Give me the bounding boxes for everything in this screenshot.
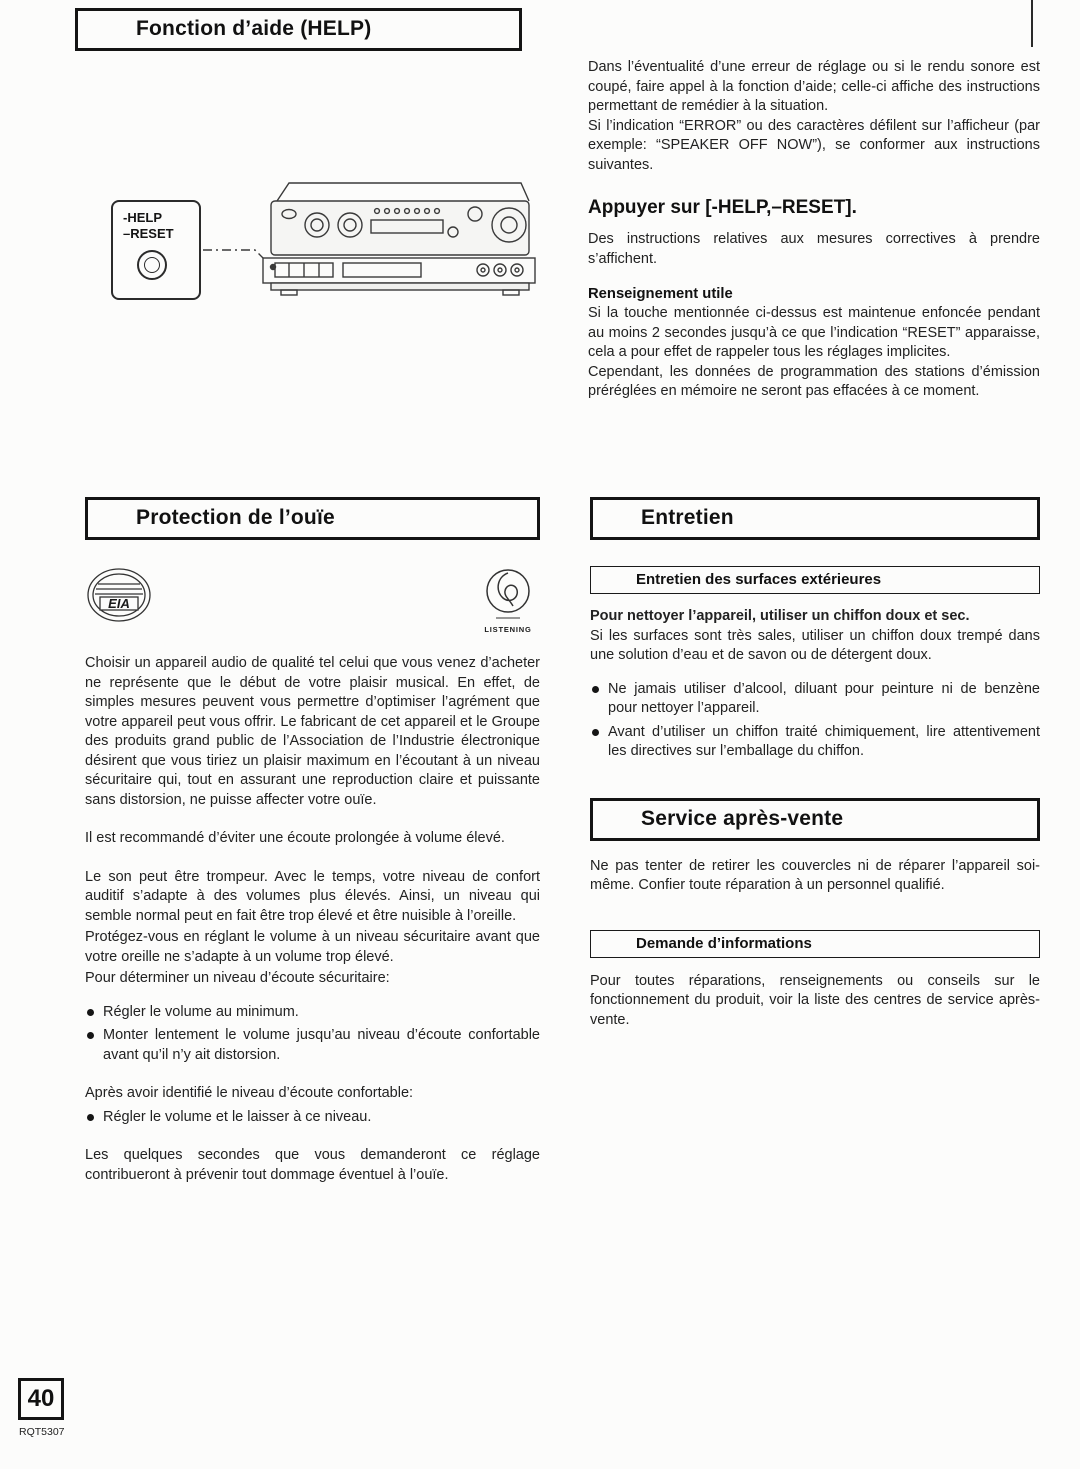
list-item — [590, 680, 1040, 719]
service-text: Ne pas tenter de retirer les couvercles ni de réparer l’appareil soi-même. Confier toute réparation à un personnel qualifié. — [590, 857, 1040, 893]
page-number: 40 — [27, 1385, 55, 1412]
maintenance-bullets — [590, 680, 1040, 762]
hearing-p3: Le son peut être trompeur. Avec le temps, votre niveau de confort auditif s’adapte à des volumes plus élevés. Ainsi, un niveau qui semble normal peut en fait être trop élevé et être nuisible à l’oreille. — [85, 868, 540, 924]
bullet-text: Ne jamais utiliser d’alcool, diluant pour peinture ni de benzène pour nettoyer l’appareil. — [608, 680, 1040, 716]
listening-logo-text: LISTENING — [484, 625, 532, 634]
list-item — [85, 1108, 540, 1128]
maintenance-section-title-box — [590, 497, 1040, 540]
hearing-section — [85, 497, 540, 1185]
maintenance-lead: Pour nettoyer l’appareil, utiliser un chiffon doux et sec. — [590, 608, 970, 624]
bullet-text: Régler le volume au minimum. — [103, 1003, 299, 1020]
sound-listening-logo — [482, 566, 534, 642]
hearing-p6: Après avoir identifié le niveau d’écoute confortable: — [85, 1085, 414, 1101]
hearing-p5: Pour déterminer un niveau d’écoute sécuritaire: — [85, 970, 390, 986]
help-reset-callout — [111, 200, 201, 300]
bullet-icon — [87, 1009, 94, 1016]
bullet-icon — [87, 1114, 94, 1121]
help-section-body — [588, 58, 1040, 402]
bullet-icon — [87, 1032, 94, 1039]
hearing-p1: Choisir un appareil audio de qualité tel celui que vous venez d’acheter ne représente que le début de votre plaisir musical. En effet, de simples mesures peuvent vous permettre d’optimiser l’agrément que votre appareil peut vous offrir. Le fabricant de cet appareil et le Groupe des produits grand public de l’Association de l’Industrie électronique désirent que vous tiriez un plaisir maximum en l’écoutant à un niveau sécuritaire qui, tout en assurant une reproduction claire et puissante sans distorsion, ne puisse affecter votre ouïe. — [85, 655, 540, 808]
tip-text-1: Si la touche mentionnée ci-dessus est maintenue enfoncée pendant au moins 2 secondes jusqu’à ce que l’indication “RESET” apparaisse, cela a pour effet de rappeler tous les réglages implicites. — [588, 305, 1040, 360]
receiver-illustration — [85, 170, 545, 322]
tip-heading: Renseignement utile — [588, 286, 733, 302]
hearing-bullets-1 — [85, 1003, 540, 1066]
hearing-section-title-box — [85, 497, 540, 540]
bullet-text: Avant d’utiliser un chiffon traité chimiquement, lire attentivement les directives sur l’emballage du chiffon. — [608, 723, 1040, 759]
list-item — [85, 1026, 540, 1065]
help-intro-1: Dans l’éventualité d’une erreur de réglage ou si le rendu sonore est coupé, faire appel à la fonction d’aide; celle-ci affiche des instructions permettant de remédier à la situation. — [588, 59, 1040, 114]
service-section-title-box — [590, 798, 1040, 841]
help-label: -HELP — [123, 210, 162, 225]
service-sub-title-box — [590, 930, 1040, 958]
eia-logo-text: EIA — [108, 596, 130, 611]
maintenance-sub-title: Entretien des surfaces extérieures — [636, 571, 882, 588]
list-item — [85, 1003, 540, 1023]
hearing-section-title: Protection de l’ouïe — [136, 506, 335, 529]
press-heading: Appuyer sur [-HELP,–RESET]. — [588, 197, 857, 218]
maintenance-sub-title-box — [590, 566, 1040, 594]
model-code: RQT5307 — [19, 1426, 65, 1438]
page-edge-line — [1031, 0, 1033, 47]
hearing-p7: Les quelques secondes que vous demanderont ce réglage contribueront à prévenir tout dommage éventuel à l’ouïe. — [85, 1147, 540, 1183]
help-reset-button-icon — [137, 250, 167, 280]
bullet-text: Monter lentement le volume jusqu’au niveau d’écoute confortable avant qu’il n’y ait distorsion. — [103, 1027, 540, 1063]
help-section-title: Fonction d’aide (HELP) — [136, 17, 372, 40]
press-text: Des instructions relatives aux mesures correctives à prendre s’affichent. — [588, 231, 1040, 267]
help-section-title-box — [75, 8, 522, 51]
hearing-p4: Protégez-vous en réglant le volume à un niveau sécuritaire avant que votre oreille ne s’adapte à un volume trop élevé. — [85, 929, 540, 965]
bullet-text: Régler le volume et le laisser à ce niveau. — [103, 1108, 372, 1125]
page-number-box — [18, 1378, 64, 1420]
reset-label: –RESET — [123, 226, 174, 241]
list-item — [590, 723, 1040, 762]
bullet-icon — [592, 686, 599, 693]
help-intro-2: Si l’indication “ERROR” ou des caractères défilent sur l’afficheur (par exemple: “SPEAKER OFF NOW”), se conformer aux instructions suivantes. — [588, 117, 1040, 173]
maintenance-section-title: Entretien — [641, 506, 734, 529]
maintenance-text: Si les surfaces sont très sales, utiliser un chiffon doux trempé dans une solution d’eau et de savon ou de détergent doux. — [590, 627, 1040, 663]
logos-row — [85, 566, 534, 644]
bullet-icon — [592, 729, 599, 736]
service-sub-text: Pour toutes réparations, renseignements ou conseils sur le fonctionnement du produit, voir la liste des centres de service après-vente. — [590, 972, 1040, 1028]
eia-logo — [85, 566, 157, 628]
service-sub-title: Demande d’informations — [636, 934, 812, 952]
hearing-p2: Il est recommandé d’éviter une écoute prolongée à volume élevé. — [85, 830, 505, 846]
maintenance-service-column — [590, 497, 1040, 1030]
service-section-title: Service après-vente — [641, 806, 844, 830]
tip-text-2: Cependant, les données de programmation des stations d’émission préréglées en mémoire ne seront pas effacées à ce moment. — [588, 363, 1040, 399]
